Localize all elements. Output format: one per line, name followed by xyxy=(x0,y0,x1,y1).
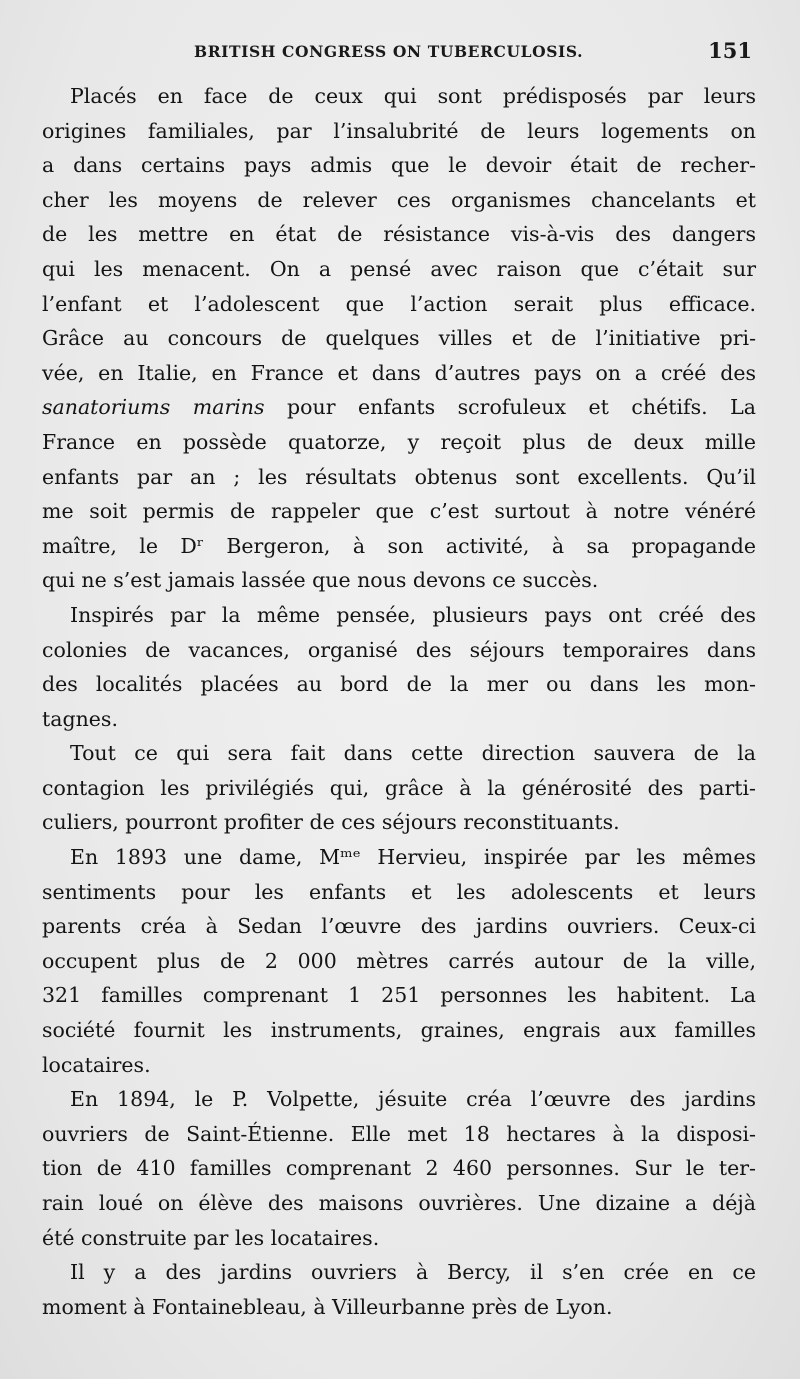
text-line: Inspirés par la même pensée, plusieurs pays ont créé des xyxy=(70,602,756,627)
italic-phrase: sanatoriums marins xyxy=(42,395,265,420)
paragraph xyxy=(42,598,756,736)
paragraph xyxy=(42,79,756,598)
text-line: culiers, pourront profiter de ces séjours reconstituants. xyxy=(42,810,620,835)
text-line: France en possède quatorze, y reçoit plus de deux mille xyxy=(42,429,756,454)
text-line: rain loué on élève des maisons ouvrières. Une dizaine a déjà xyxy=(42,1191,756,1215)
text-line: tion de 410 familles comprenant 2 460 personnes. Sur le ter- xyxy=(42,1156,756,1181)
text-line: sentiments pour les enfants et les adolescents et leurs xyxy=(42,879,756,904)
text-line: été construite par les locataires. xyxy=(42,1225,380,1250)
text-line: maître, le Dʳ Bergeron, à son activité, à sa propagande xyxy=(42,533,756,558)
running-head xyxy=(42,38,754,66)
text-line: origines familiales, par l’insalubrité de leurs logements on xyxy=(42,118,756,143)
paragraph xyxy=(42,1255,756,1324)
text-line: Placés en face de ceux qui sont prédisposés par leurs xyxy=(70,84,756,108)
text-line: qui les menacent. On a pensé avec raison que c’était sur xyxy=(42,256,756,281)
text-line: de les mettre en état de résistance vis-à-vis des dangers xyxy=(42,222,756,247)
paragraph xyxy=(42,736,756,840)
text-line: qui ne s’est jamais lassée que nous devons ce succès. xyxy=(42,568,599,593)
text-line: En 1894, le P. Volpette, jésuite créa l’œuvre des jardins xyxy=(70,1087,756,1112)
text-line-rest: pour enfants scrofuleux et chétifs. La xyxy=(264,395,757,420)
text-line: En 1893 une dame, Mᵐᵉ Hervieu, inspirée par les mêmes xyxy=(70,845,756,870)
page-number: 151 xyxy=(708,38,752,63)
text-line: me soit permis de rappeler que c’est surtout à notre vénéré xyxy=(42,499,756,524)
text-line: des localités placées au bord de la mer ou dans les mon- xyxy=(42,672,756,697)
paragraph xyxy=(42,840,756,1082)
text-line: occupent plus de 2 000 mètres carrés autour de la ville, xyxy=(42,948,756,973)
text-line: colonies de vacances, organisé des séjours temporaires dans xyxy=(42,637,756,662)
body-text xyxy=(42,79,756,1324)
running-title: BRITISH CONGRESS ON TUBERCULOSIS. xyxy=(194,42,584,61)
text-line: Tout ce qui sera fait dans cette direction sauvera de la xyxy=(70,741,756,766)
text-line: ouvriers de Saint-Étienne. Elle met 18 hectares à la disposi- xyxy=(42,1121,756,1146)
text-line: 321 familles comprenant 1 251 personnes les habitent. La xyxy=(42,983,756,1008)
text-line: société fournit les instruments, graines, engrais aux familles xyxy=(42,1018,756,1043)
text-line: cher les moyens de relever ces organismes chancelants et xyxy=(42,187,756,212)
text-line: tagnes. xyxy=(42,706,118,731)
text-line: vée, en Italie, en France et dans d’autres pays on a créé des xyxy=(42,360,756,385)
text-line: locataires. xyxy=(42,1052,151,1077)
text-line: enfants par an ; les résultats obtenus sont excellents. Qu’il xyxy=(42,464,756,489)
text-line: a dans certains pays admis que le devoir était de recher- xyxy=(42,153,756,178)
paragraph xyxy=(42,1082,756,1255)
text-line xyxy=(42,390,756,425)
text-line: l’enfant et l’adolescent que l’action serait plus efficace. xyxy=(42,291,756,316)
text-line: Grâce au concours de quelques villes et de l’initiative pri- xyxy=(42,326,756,351)
text-line: contagion les privilégiés qui, grâce à la générosité des parti- xyxy=(42,775,756,800)
text-line: moment à Fontainebleau, à Villeurbanne près de Lyon. xyxy=(42,1294,613,1319)
text-line: Il y a des jardins ouvriers à Bercy, il s’en crée en ce xyxy=(70,1260,756,1285)
text-line: parents créa à Sedan l’œuvre des jardins ouvriers. Ceux-ci xyxy=(42,914,756,939)
